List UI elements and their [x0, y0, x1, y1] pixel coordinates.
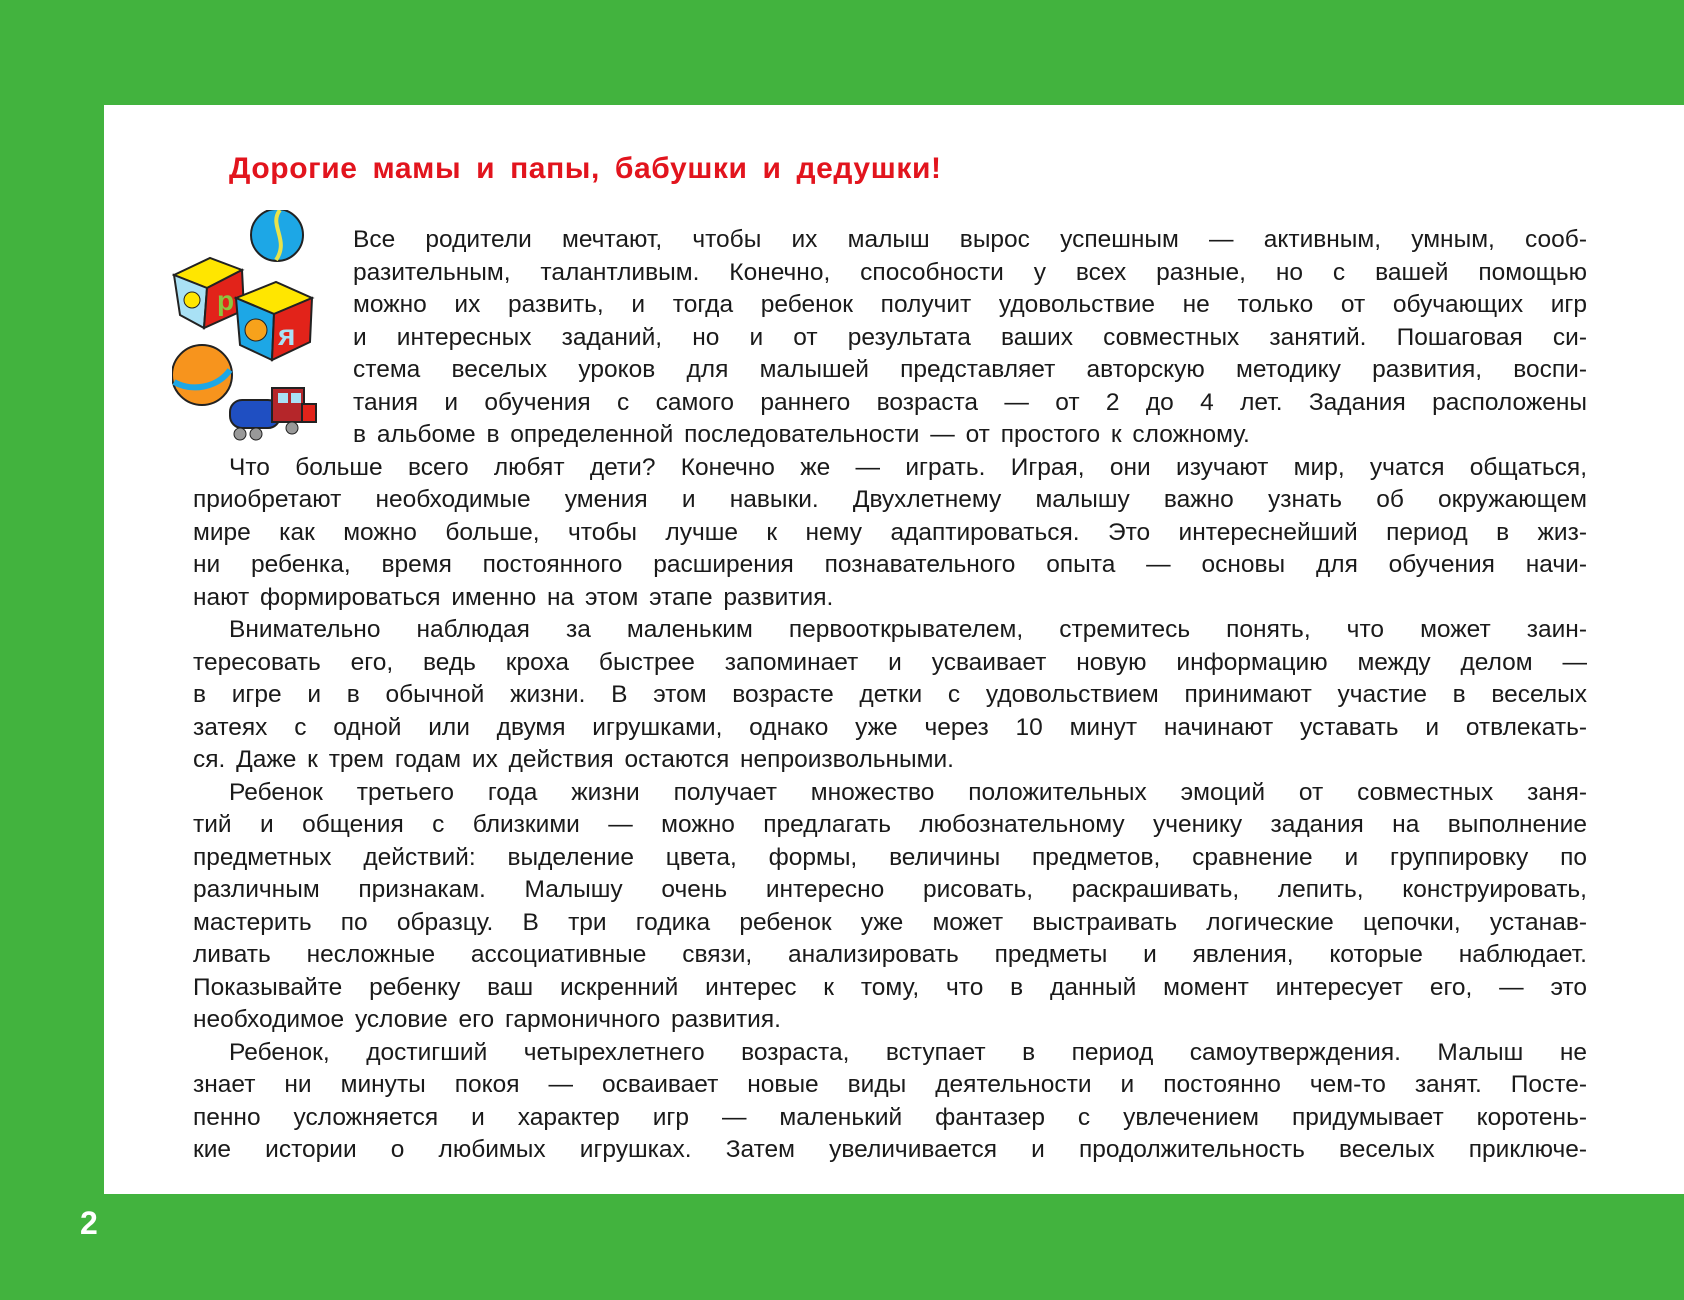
text-line: мастерить по образцу. В три годика ребенок уже может выстраивать логические цепочки, устанав- [193, 908, 1587, 936]
text-line: кие истории о любимых игрушках. Затем увеличивается и продолжительность веселых приключе- [193, 1136, 1587, 1163]
blue-ball-icon [251, 210, 303, 261]
text-line: Показывайте ребенку ваш искренний интерес к тому, что в данный момент интересует его, — это [193, 973, 1587, 1001]
letter-cube-ya-icon [236, 282, 312, 360]
text-line: Все родители мечтают, чтобы их малыш вырос успешным — активным, умным, сооб- [353, 226, 1587, 253]
text-line: тания и обучения с самого раннего возраста — от 2 до 4 лет. Задания расположены [353, 388, 1587, 416]
text-line: различным признакам. Малышу очень интересно рисовать, раскрашивать, лепить, конструировать, [193, 876, 1587, 903]
svg-text:я: я [278, 319, 296, 352]
text-line: мире как можно больше, чтобы лучше к нему адаптироваться. Это интереснейший период в жиз- [193, 518, 1587, 546]
text-line: тий и общения с близкими — можно предлагать любознательному ученику задания на выполнение [193, 811, 1587, 838]
toys-illustration [172, 210, 342, 450]
text-line: пенно усложняется и характер игр — маленький фантазер с увлечением придумывает коротень- [193, 1103, 1587, 1131]
svg-text:р: р [217, 285, 235, 316]
text-line: можно их развить, и тогда ребенок получит удовольствие не только от обучающих игр [353, 291, 1587, 318]
letter-cube-r-icon [174, 258, 244, 328]
text-line: тересовать его, ведь кроха быстрее запоминает и усваивает новую информацию между делом — [193, 648, 1587, 676]
text-line: необходимое условие его гармоничного развития. [193, 1006, 781, 1033]
text-line: и интересных заданий, но и от результата ваших совместных занятий. Пошаговая си- [353, 323, 1587, 351]
text-line: знает ни минуты покоя — осваивает новые виды деятельности и постоянно чем-то занят. Посте- [193, 1071, 1587, 1098]
text-line: Ребенок, достигший четырехлетнего возраста, вступает в период самоутверждения. Малыш не [229, 1038, 1587, 1066]
text-line: ни ребенка, время постоянного расширения познавательного опыта — основы для обучения начи- [193, 551, 1587, 578]
text-line: в игре и в обычной жизни. В этом возрасте детки с удовольствием принимают участие в веселых [193, 681, 1587, 708]
text-line: ливать несложные ассоциативные связи, анализировать предметы и явления, которые наблюдает. [193, 941, 1587, 968]
orange-ball-icon [172, 345, 232, 405]
text-line: Ребенок третьего года жизни получает множество положительных эмоций от совместных заня- [229, 778, 1587, 806]
text-line: нают формироваться именно на этом этапе развития. [193, 583, 834, 611]
text-line: приобретают необходимые умения и навыки. Двухлетнему малышу важно узнать об окружающем [193, 486, 1587, 513]
text-line: разительным, талантливым. Конечно, способности у всех разные, но с вашей помощью [353, 258, 1587, 286]
page-title: Дорогие мамы и папы, бабушки и дедушки! [229, 152, 942, 185]
text-line: ся. Даже к трем годам их действия остаются непроизвольными. [193, 746, 954, 773]
text-line: затеях с одной или двумя игрушками, однако уже через 10 минут начинают уставать и отвлекать- [193, 713, 1587, 741]
text-line: стема веселых уроков для малышей представляет авторскую методику развития, воспи- [353, 356, 1587, 383]
text-line: Что больше всего любят дети? Конечно же — играть. Играя, они изучают мир, учатся общаться, [229, 453, 1587, 481]
text-line: Внимательно наблюдая за маленьким первооткрывателем, стремитесь понять, что может заин- [229, 616, 1587, 643]
page-number: 2 [80, 1205, 98, 1241]
toy-truck-icon [230, 388, 316, 440]
text-line: предметных действий: выделение цвета, формы, величины предметов, сравнение и группировку по [193, 843, 1587, 871]
text-line: в альбоме в определенной последовательности — от простого к сложному. [353, 421, 1250, 448]
